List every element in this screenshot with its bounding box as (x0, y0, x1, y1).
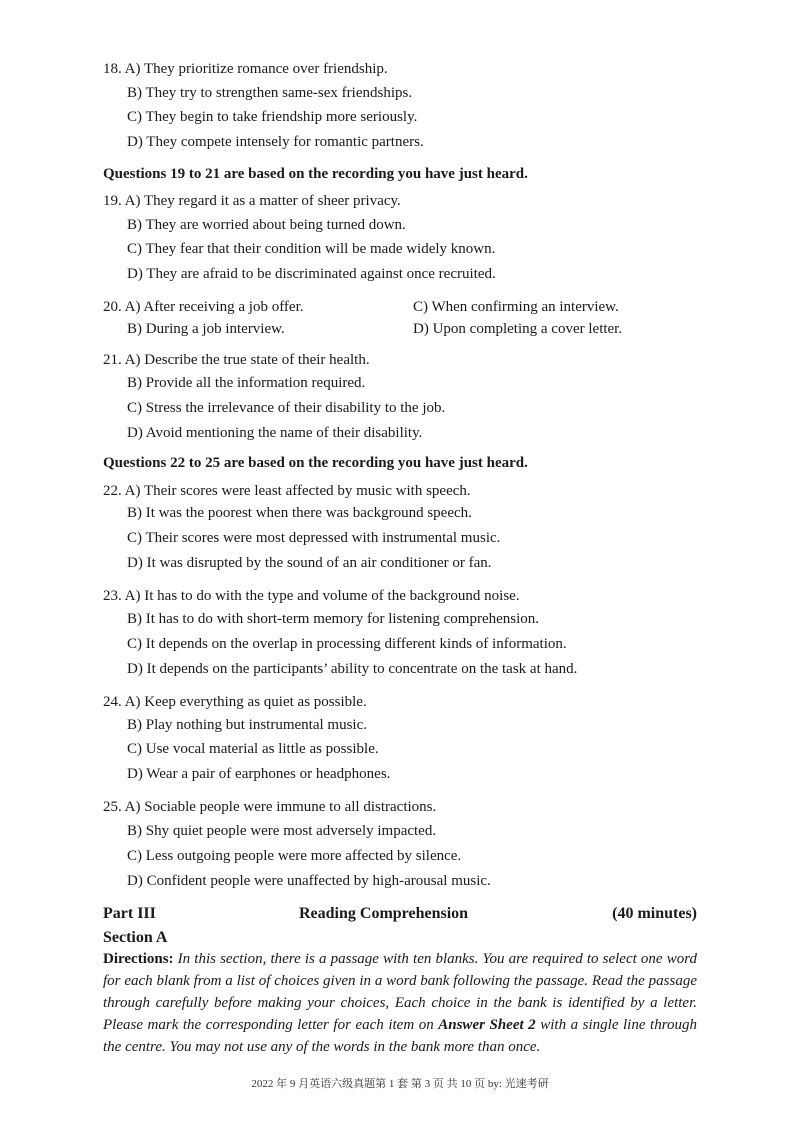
part-title: Reading Comprehension (299, 905, 469, 922)
q18-option-b: B) They try to strengthen same-sex friendships. (127, 85, 413, 101)
q25-option-b: B) Shy quiet people were most adversely impacted. (127, 823, 437, 839)
directions-paragraph (103, 948, 697, 1058)
q20-option-a: 20. A) After receiving a job offer. (103, 299, 304, 315)
page-footer: 2022 年 9 月英语六级真题第 1 套 第 3 页 共 10 页 by: 光速考研 (251, 1078, 549, 1090)
q23-option-a: 23. A) It has to do with the type and volume of the background noise. (103, 588, 520, 604)
q24-option-d: D) Wear a pair of earphones or headphones. (127, 766, 391, 782)
q19-option-c: C) They fear that their condition will be made widely known. (127, 241, 496, 257)
q22-option-d: D) It was disrupted by the sound of an air conditioner or fan. (127, 555, 492, 571)
q23-option-c: C) It depends on the overlap in processing different kinds of information. (127, 636, 567, 652)
q21-option-a: 21. A) Describe the true state of their health. (103, 352, 370, 368)
directions-label: Directions: (103, 951, 174, 967)
q19-option-a: 19. A) They regard it as a matter of sheer privacy. (103, 193, 401, 209)
part-number: Part III (103, 905, 156, 922)
q18-option-d: D) They compete intensely for romantic partners. (127, 134, 424, 150)
directions-emphasis: Answer Sheet 2 (438, 1017, 536, 1033)
directions-text-1: In this section, there is a passage with ten blanks. You are required to select one word for each blank from a list of choices given in a word bank following the passage. Read the passage through carefully before making your choices, Each choice in the bank is identified by a letter. Please mark the corresponding letter for each item on (103, 951, 697, 1033)
q24-option-a: 24. A) Keep everything as quiet as possible. (103, 694, 367, 710)
q23-option-b: B) It has to do with short-term memory for listening comprehension. (127, 611, 540, 627)
q23-option-d: D) It depends on the participants’ ability to concentrate on the task at hand. (127, 661, 578, 677)
q25-option-c: C) Less outgoing people were more affected by silence. (127, 848, 462, 864)
section-header-19-21: Questions 19 to 21 are based on the recording you have just heard. (103, 166, 528, 182)
directions-text-2: with a single line through the centre. You may not use any of the words in the bank more than once. (103, 1017, 697, 1055)
q21-option-d: D) Avoid mentioning the name of their disability. (127, 425, 423, 441)
q22-option-a: 22. A) Their scores were least affected by music with speech. (103, 483, 471, 499)
part-time: (40 minutes) (612, 905, 697, 922)
q25-option-d: D) Confident people were unaffected by high-arousal music. (127, 873, 491, 889)
q19-option-b: B) They are worried about being turned down. (127, 217, 406, 233)
q25-option-a: 25. A) Sociable people were immune to all distractions. (103, 799, 437, 815)
q20-option-d: D) Upon completing a cover letter. (413, 321, 623, 337)
q21-option-b: B) Provide all the information required. (127, 375, 366, 391)
q24-option-b: B) Play nothing but instrumental music. (127, 717, 367, 733)
q20-option-c: C) When confirming an interview. (413, 299, 619, 315)
q22-option-c: C) Their scores were most depressed with instrumental music. (127, 530, 501, 546)
q22-option-b: B) It was the poorest when there was background speech. (127, 505, 472, 521)
section-title: Section A (103, 929, 168, 946)
q18-option-c: C) They begin to take friendship more seriously. (127, 109, 418, 125)
q20-option-b: B) During a job interview. (127, 321, 285, 337)
q19-option-d: D) They are afraid to be discriminated against once recruited. (127, 266, 496, 282)
q18-option-a: 18. A) They prioritize romance over friendship. (103, 61, 388, 77)
section-header-22-25: Questions 22 to 25 are based on the recording you have just heard. (103, 455, 528, 471)
q21-option-c: C) Stress the irrelevance of their disability to the job. (127, 400, 446, 416)
q24-option-c: C) Use vocal material as little as possible. (127, 741, 379, 757)
